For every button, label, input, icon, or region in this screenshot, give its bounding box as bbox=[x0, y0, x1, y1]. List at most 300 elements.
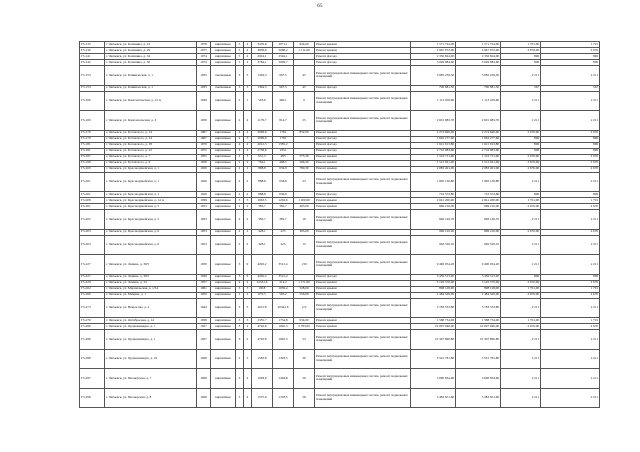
floors-cell: 5 bbox=[236, 42, 244, 48]
total-area-cell: 2335,7 bbox=[252, 318, 273, 324]
total-area-cell: 3784,1 bbox=[252, 60, 273, 66]
entrances-cell: 3 bbox=[244, 85, 252, 91]
rate-cell: 806 bbox=[501, 148, 541, 154]
cost-cell: 1 510 711,00 bbox=[411, 154, 456, 160]
living-area-cell: 907,5 bbox=[273, 66, 294, 86]
residents-cell: 58 bbox=[294, 388, 315, 408]
address-cell: г. Чапаевск, ул. Калинина, д. 23 bbox=[105, 42, 197, 48]
wall-material-cell: кирпичные bbox=[211, 154, 236, 160]
floors-cell: 2 bbox=[236, 210, 244, 230]
address-cell: г. Чапаевск, ул. Мичина, д. 1 bbox=[105, 292, 197, 298]
living-area-cell: 382,7 bbox=[273, 210, 294, 230]
living-area-cell: 1781 bbox=[273, 136, 294, 142]
rate-cell: 806 bbox=[501, 142, 541, 148]
rate-cell: 2 211 bbox=[501, 369, 541, 389]
building-id-cell: Г5-199 bbox=[80, 160, 105, 166]
floors-cell: 3 bbox=[236, 324, 244, 330]
cost-cell: 2 601 683,70 bbox=[411, 111, 456, 131]
wall-material-cell: кирпичные bbox=[211, 369, 236, 389]
entrances-cell: 3 bbox=[244, 136, 252, 142]
living-area-cell: 1585,2 bbox=[273, 142, 294, 148]
residents-cell: 16 bbox=[294, 210, 315, 230]
residents-cell: 1 171,00 bbox=[294, 280, 315, 286]
residents-cell: 53 bbox=[294, 330, 315, 350]
building-id-cell: Г5-269 bbox=[80, 292, 105, 298]
entrances-cell: 3 bbox=[244, 349, 252, 369]
wall-material-cell: кирпичные bbox=[211, 111, 236, 131]
table-row bbox=[80, 255, 600, 275]
residents-cell: 1 111,60 bbox=[294, 48, 315, 54]
rate-cell: 2 211 bbox=[501, 330, 541, 350]
living-area-cell: 636,9 bbox=[273, 166, 294, 172]
fund-cell: 3 049 984,60 bbox=[456, 60, 501, 66]
floors-cell: 2 bbox=[236, 229, 244, 235]
table-row bbox=[80, 66, 600, 86]
rate-limit-cell: 2 211 bbox=[541, 388, 600, 408]
living-area-cell: 3512,4 bbox=[273, 274, 294, 280]
rate-limit-cell: 806 bbox=[541, 192, 600, 198]
floors-cell: 2 bbox=[236, 160, 244, 166]
building-id-cell: Г5-229 bbox=[80, 280, 105, 286]
building-id-cell: Г5-201 bbox=[80, 192, 105, 198]
year-cell: 1953 bbox=[197, 210, 211, 230]
total-area-cell: 1628,6 bbox=[252, 369, 273, 389]
year-cell: 1936 bbox=[197, 111, 211, 131]
table-row bbox=[80, 235, 600, 255]
floors-cell: 2 bbox=[236, 192, 244, 198]
residents-cell: 25 bbox=[294, 111, 315, 131]
cost-cell: 10 397 890,80 bbox=[411, 330, 456, 350]
entrances-cell: 4 bbox=[244, 142, 252, 148]
work-type-cell: Ремонт крыши bbox=[315, 280, 411, 286]
rate-limit-cell: 2 211 bbox=[541, 369, 600, 389]
living-area-cell: 2544,1 bbox=[273, 54, 294, 60]
wall-material-cell: кирпичные bbox=[211, 192, 236, 198]
residents-cell: 852,00 bbox=[294, 130, 315, 136]
residents-cell: 45 bbox=[294, 85, 315, 91]
cost-cell: 3 600 834,60 bbox=[411, 369, 456, 389]
rate-limit-cell: 2 670 bbox=[541, 160, 600, 166]
fund-cell: 3 501 781,80 bbox=[456, 349, 501, 369]
wall-material-cell: кирпичные bbox=[211, 330, 236, 350]
address-cell: г. Чапаевск, ул. Красноармейская, д. 1 bbox=[105, 172, 197, 192]
total-area-cell: 428,1 bbox=[252, 229, 273, 235]
rate-cell: 806 bbox=[501, 192, 541, 198]
residents-cell: 36 bbox=[294, 349, 315, 369]
year-cell: 1929 bbox=[197, 172, 211, 192]
rate-cell: 2 211 bbox=[501, 255, 541, 275]
work-type-cell: Ремонт фасада bbox=[315, 148, 411, 154]
wall-material-cell: кирпичные bbox=[211, 388, 236, 408]
table-row bbox=[80, 349, 600, 369]
rate-cell: 1 701,00 bbox=[501, 286, 541, 292]
address-cell: г. Чапаевск, ул. Котовского, д. 9 bbox=[105, 160, 197, 166]
work-type-cell: Ремонт фасада bbox=[315, 60, 411, 66]
address-cell: г. Чапаевск, ул. Калинина, д. 34 bbox=[105, 54, 197, 60]
building-id-cell: Г5-203 bbox=[80, 229, 105, 235]
work-type-cell: Ремонт фасада bbox=[315, 274, 411, 280]
year-cell: 1927 bbox=[197, 324, 211, 330]
fund-cell: 3 126 570,00 bbox=[456, 280, 501, 286]
year-cell: 1967 bbox=[197, 130, 211, 136]
year-cell: 1949 bbox=[197, 91, 211, 111]
cost-cell: 1 484 520,00 bbox=[411, 292, 456, 298]
floors-cell: 2 bbox=[236, 111, 244, 131]
rate-limit-cell: 2 670 bbox=[541, 166, 600, 172]
wall-material-cell: кирпичные bbox=[211, 255, 236, 275]
rate-limit-cell: 2 211 bbox=[541, 66, 600, 86]
table-row bbox=[80, 210, 600, 230]
floors-cell: 2 bbox=[236, 154, 244, 160]
work-type-cell: Ремонт крыши bbox=[315, 204, 411, 210]
rate-limit-cell: 2 211 bbox=[541, 91, 600, 111]
cost-cell: 3 501 781,80 bbox=[411, 349, 456, 369]
table-body bbox=[80, 42, 600, 408]
entrances-cell: 4 bbox=[244, 130, 252, 136]
fund-cell: 2 083 401,00 bbox=[456, 166, 501, 172]
fund-cell: 846 149,70 bbox=[456, 210, 501, 230]
address-cell: г. Чапаевск, ул. Красноармейская, д. 5 bbox=[105, 210, 197, 230]
total-area-cell: 503,6 bbox=[252, 91, 273, 111]
work-type-cell: Ремонт внутридомовых инженерных систем, ремонт подвальных помещений bbox=[315, 255, 411, 275]
total-area-cell: 3859,6 bbox=[252, 48, 273, 54]
rate-limit-cell: 2 670 bbox=[541, 204, 600, 210]
entrances-cell: 2 bbox=[244, 324, 252, 330]
cost-cell: 3 459 513,20 bbox=[411, 274, 456, 280]
fund-cell: 1 571 724,00 bbox=[456, 42, 501, 48]
rate-limit-cell: 2 211 bbox=[541, 330, 600, 350]
building-id-cell: Г5-286 bbox=[80, 324, 105, 330]
living-area-cell: 1659,4 bbox=[273, 286, 294, 292]
work-type-cell: Ремонт крыши bbox=[315, 154, 411, 160]
fund-cell: 1 484 520,00 bbox=[456, 292, 501, 298]
building-id-cell: Г5-227 bbox=[80, 274, 105, 280]
floors-cell: 3 bbox=[236, 274, 244, 280]
total-area-cell: 1818 bbox=[252, 286, 273, 292]
wall-material-cell: кирпичные bbox=[211, 198, 236, 204]
total-area-cell: 4702,8 bbox=[252, 324, 273, 330]
rate-limit-cell: 2 211 bbox=[541, 349, 600, 369]
rate-limit-cell: 806 bbox=[541, 274, 600, 280]
work-type-cell: Ремонт крыши bbox=[315, 48, 411, 54]
floors-cell: 4 bbox=[236, 142, 244, 148]
table-row bbox=[80, 330, 600, 350]
address-cell: г. Чапаевск, ул. Клиническая, д. 1 bbox=[105, 66, 197, 86]
floors-cell: 4 bbox=[236, 148, 244, 154]
floors-cell: 2 bbox=[236, 166, 244, 172]
residents-cell: 1 200,00 bbox=[294, 198, 315, 204]
table-row bbox=[80, 388, 600, 408]
rate-cell: 2 211 bbox=[501, 91, 541, 111]
floors-cell: 5 bbox=[236, 48, 244, 54]
year-cell: 1958 bbox=[197, 318, 211, 324]
floors-cell: 3 bbox=[236, 198, 244, 204]
address-cell: г. Чапаевск, ул. Красноармейская, д. 14 А bbox=[105, 198, 197, 204]
entrances-cell: 4 bbox=[244, 48, 252, 54]
floors-cell: 3 bbox=[236, 388, 244, 408]
address-cell: г. Чапаевск, ул. Орджоникидзе, д. 1 bbox=[105, 330, 197, 350]
cost-cell: 969 210,00 bbox=[411, 229, 456, 235]
rate-cell: 2 670,00 bbox=[501, 160, 541, 166]
cost-cell: 3 085 239,50 bbox=[411, 66, 456, 86]
table-row bbox=[80, 172, 600, 192]
year-cell: 1959 bbox=[197, 292, 211, 298]
address-cell: г. Чапаевск, ул. Красноармейская, д. 5 bbox=[105, 204, 197, 210]
fund-cell: 3 600 834,60 bbox=[456, 369, 501, 389]
floors-cell: 3 bbox=[236, 369, 244, 389]
living-area-cell: 225 bbox=[273, 235, 294, 255]
cost-cell: 10 097 940,00 bbox=[411, 324, 456, 330]
cost-cell: 2 967 972,00 bbox=[411, 48, 456, 54]
living-area-cell: 1692,3 bbox=[273, 324, 294, 330]
total-area-cell: 2099,6 bbox=[252, 130, 273, 136]
rate-cell: 1 701,00 bbox=[501, 318, 541, 324]
wall-material-cell: кирпичные bbox=[211, 349, 236, 369]
residents-cell: 528,00 bbox=[294, 286, 315, 292]
living-area-cell: 636,9 bbox=[273, 192, 294, 198]
total-area-cell: 1394,5 bbox=[252, 85, 273, 91]
rate-limit-cell: 1 701 bbox=[541, 42, 600, 48]
floors-cell: 2 bbox=[236, 91, 244, 111]
fund-cell: 716 372,80 bbox=[456, 192, 501, 198]
table-row bbox=[80, 111, 600, 131]
wall-material-cell: кирпичные bbox=[211, 292, 236, 298]
year-cell: 1977 bbox=[197, 48, 211, 54]
living-area-cell: 1204,6 bbox=[273, 198, 294, 204]
living-area-cell: 1734,8 bbox=[273, 318, 294, 324]
work-type-cell: Ремонт внутридомовых инженерных систем, ремонт подвальных помещений bbox=[315, 235, 411, 255]
wall-material-cell: кирпичные bbox=[211, 235, 236, 255]
wall-material-cell: кирпичные bbox=[211, 286, 236, 292]
year-cell: 1953 bbox=[197, 204, 211, 210]
floors-cell: 3 bbox=[236, 318, 244, 324]
year-cell: 1928 bbox=[197, 388, 211, 408]
building-id-cell: Г5-179 bbox=[80, 130, 105, 136]
work-type-cell: Ремонт внутридомовых инженерных систем, ремонт подвальных помещений bbox=[315, 91, 411, 111]
entrances-cell: 2 bbox=[244, 229, 252, 235]
fund-cell: 1 113 459,60 bbox=[456, 91, 501, 111]
cost-cell: 946 529,10 bbox=[411, 235, 456, 255]
address-cell: г. Чапаевск, ул. Красноармейская, д. 1 bbox=[105, 192, 197, 198]
cost-cell: 1 692 277,60 bbox=[411, 136, 456, 142]
wall-material-cell: кирпичные bbox=[211, 130, 236, 136]
work-type-cell: Ремонт крыши bbox=[315, 318, 411, 324]
rate-cell: 2 670,00 bbox=[501, 154, 541, 160]
address-cell: г. Чапаевск, ул. Маршальская, д. 1/54 bbox=[105, 286, 197, 292]
rate-limit-cell: 806 bbox=[541, 54, 600, 60]
living-area-cell: 498,5 bbox=[273, 160, 294, 166]
rate-cell: 2 670,00 bbox=[501, 48, 541, 54]
cost-cell: 2 716 983,60 bbox=[411, 148, 456, 154]
residents-cell: 23 bbox=[294, 172, 315, 192]
year-cell: 1953 bbox=[197, 235, 211, 255]
address-cell: г. Чапаевск, ул. Котовского, д. 18 bbox=[105, 142, 197, 148]
address-cell: г. Чапаевск, ул. Ленина, д. 30/5 bbox=[105, 255, 197, 275]
address-cell: г. Чапаевск, ул. Ленина, д. 34 bbox=[105, 280, 197, 286]
residents-cell: 12 bbox=[294, 235, 315, 255]
floors-cell: 3 bbox=[236, 330, 244, 350]
entrances-cell: 4 bbox=[244, 60, 252, 66]
building-id-cell: Г5-208 bbox=[80, 198, 105, 204]
total-area-cell: 2253,16 bbox=[252, 280, 273, 286]
total-area-cell: 1575,6 bbox=[252, 388, 273, 408]
fund-cell: 2 274 840,00 bbox=[456, 130, 501, 136]
living-area-cell: 2609,7 bbox=[273, 60, 294, 66]
total-area-cell: 888,8 bbox=[252, 166, 273, 172]
fund-cell: 1 510 711,00 bbox=[456, 154, 501, 160]
year-cell: 1967 bbox=[197, 136, 211, 142]
floors-cell: 2 bbox=[236, 172, 244, 192]
rate-limit-cell: 2 670 bbox=[541, 154, 600, 160]
residents-cell: 556,00 bbox=[294, 292, 315, 298]
fund-cell: 5 783 533,80 bbox=[456, 298, 501, 318]
work-type-cell: Ремонт фасада bbox=[315, 192, 411, 198]
total-area-cell: 1394,5 bbox=[252, 66, 273, 86]
building-id-cell: Г5-136 bbox=[80, 48, 105, 54]
rate-cell: 2 211 bbox=[501, 66, 541, 86]
year-cell: 1927 bbox=[197, 330, 211, 350]
cost-cell: 790 681,50 bbox=[411, 85, 456, 91]
rate-cell: 2 670,00 bbox=[501, 166, 541, 172]
year-cell: 1955 bbox=[197, 154, 211, 160]
total-area-cell: 4292,2 bbox=[252, 255, 273, 275]
rate-cell: 1 701,00 bbox=[501, 198, 541, 204]
floors-cell: 5 bbox=[236, 54, 244, 60]
residents-cell: 59 bbox=[294, 369, 315, 389]
living-area-cell: 505,2 bbox=[273, 292, 294, 298]
building-id-cell: Г5-181 bbox=[80, 142, 105, 148]
fund-cell: 2 967 972,00 bbox=[456, 48, 501, 54]
work-type-cell: Ремонт внутридомовых инженерных систем, ремонт подвальных помещений bbox=[315, 349, 411, 369]
wall-material-cell: кирпичные bbox=[211, 136, 236, 142]
living-area-cell: 225 bbox=[273, 229, 294, 235]
cost-cell: 3 049 984,60 bbox=[411, 60, 456, 66]
cost-cell: 1 965 136,80 bbox=[411, 172, 456, 192]
rate-limit-cell: 567 bbox=[541, 85, 600, 91]
table-row bbox=[80, 91, 600, 111]
rate-limit-cell: 2 211 bbox=[541, 255, 600, 275]
total-area-cell: 764,1 bbox=[252, 160, 273, 166]
fund-cell: 2 356 824,00 bbox=[456, 54, 501, 60]
fund-cell: 1 512 021,00 bbox=[456, 160, 501, 166]
address-cell: г. Чапаевск, ул. Орджоникидзе, д. 10 bbox=[105, 349, 197, 369]
residents-cell: 924,00 bbox=[294, 42, 315, 48]
rate-limit-cell: 2 670 bbox=[541, 324, 600, 330]
wall-material-cell: смешанные bbox=[211, 85, 236, 91]
wall-material-cell: кирпичные bbox=[211, 48, 236, 54]
rate-cell: 2 670,00 bbox=[501, 280, 541, 286]
entrances-cell: 9 bbox=[244, 255, 252, 275]
building-id-cell: Г5-286 bbox=[80, 330, 105, 350]
rate-cell: 2 211 bbox=[501, 349, 541, 369]
work-type-cell: Ремонт фасада bbox=[315, 142, 411, 148]
living-area-cell: 382,7 bbox=[273, 204, 294, 210]
total-area-cell: 2099,6 bbox=[252, 136, 273, 142]
rate-limit-cell: 2 670 bbox=[541, 48, 600, 54]
residents-cell: 115 bbox=[294, 298, 315, 318]
wall-material-cell: кирпичные bbox=[211, 318, 236, 324]
fund-cell: 1 621 913,80 bbox=[456, 142, 501, 148]
work-type-cell: Ремонт крыши bbox=[315, 198, 411, 204]
rate-limit-cell: 1 701 bbox=[541, 318, 600, 324]
work-type-cell: Ремонт крыши bbox=[315, 292, 411, 298]
building-id-cell: Г5-187 bbox=[80, 154, 105, 160]
fund-cell: 10 097 940,00 bbox=[456, 324, 501, 330]
living-area-cell: 2034,16 bbox=[273, 298, 294, 318]
address-cell: г. Чапаевск, ул. Котовского, д. 14 bbox=[105, 130, 197, 136]
address-cell: г. Чапаевск, ул. Красноармейская, д. 1 bbox=[105, 166, 197, 172]
cost-cell: 2 274 840,00 bbox=[411, 130, 456, 136]
fund-cell: 3 085 239,50 bbox=[456, 66, 501, 86]
total-area-cell: 2924,1 bbox=[252, 54, 273, 60]
wall-material-cell: кирпичные bbox=[211, 166, 236, 172]
address-cell: г. Чапаевск, ул. Клиническая, д. 1 bbox=[105, 85, 197, 91]
entrances-cell: 3 bbox=[244, 66, 252, 86]
wall-material-cell: кирпичные bbox=[211, 91, 236, 111]
cost-cell: 1 588 734,00 bbox=[411, 318, 456, 324]
entrances-cell: 4 bbox=[244, 280, 252, 286]
building-id-cell: Г5-298 bbox=[80, 388, 105, 408]
building-id-cell: Г5-279 bbox=[80, 318, 105, 324]
fund-cell: 9 490 054,20 bbox=[456, 255, 501, 275]
year-cell: 1942 bbox=[197, 298, 211, 318]
building-id-cell: Г5-201 bbox=[80, 204, 105, 210]
year-cell: 1928 bbox=[197, 369, 211, 389]
entrances-cell: 3 bbox=[244, 318, 252, 324]
rate-cell: 1 701,00 bbox=[501, 42, 541, 48]
cost-cell: 2 356 824,00 bbox=[411, 54, 456, 60]
page-number: 65 bbox=[317, 4, 323, 9]
year-cell: 1972 bbox=[197, 148, 211, 154]
building-id-cell: Г5-200 bbox=[80, 166, 105, 172]
rate-limit-cell: 2 670 bbox=[541, 292, 600, 298]
rate-limit-cell: 2 670 bbox=[541, 229, 600, 235]
fund-cell: 898 128,00 bbox=[456, 286, 501, 292]
fund-cell: 1 692 277,60 bbox=[456, 136, 501, 142]
residents-cell: 934,00 bbox=[294, 318, 315, 324]
building-id-cell: Г5-288 bbox=[80, 349, 105, 369]
building-id-cell: Г5-297 bbox=[80, 369, 105, 389]
rate-cell: 2 670,00 bbox=[501, 204, 541, 210]
address-cell: г. Чапаевск, ул. Пионерская, д. 8 bbox=[105, 388, 197, 408]
living-area-cell: 3512,4 bbox=[273, 255, 294, 275]
floors-cell: 4 bbox=[236, 136, 244, 142]
total-area-cell: 383,7 bbox=[252, 204, 273, 210]
work-type-cell: Ремонт внутридомовых инженерных систем, ремонт подвальных помещений bbox=[315, 111, 411, 131]
work-type-cell: Ремонт крыши bbox=[315, 130, 411, 136]
address-cell: г. Чапаевск, ул. Ленина, д. 30/5 bbox=[105, 274, 197, 280]
address-cell: г. Чапаевск, ул. Котовского, д. 7 bbox=[105, 154, 197, 160]
rate-cell: 2 670,00 bbox=[501, 229, 541, 235]
total-area-cell: 428,1 bbox=[252, 235, 273, 255]
living-area-cell: 1692,3 bbox=[273, 330, 294, 350]
cost-cell: 2 041 200,00 bbox=[411, 198, 456, 204]
total-area-cell: 2758,6 bbox=[252, 148, 273, 154]
year-cell: 1930 bbox=[197, 255, 211, 275]
rate-cell: 2 211 bbox=[501, 210, 541, 230]
rate-limit-cell: 1 701 bbox=[541, 198, 600, 204]
residents-cell: 363,00 bbox=[294, 229, 315, 235]
living-area-cell: 2351 bbox=[273, 148, 294, 154]
wall-material-cell: кирпичные bbox=[211, 142, 236, 148]
fund-cell: 2 041 200,00 bbox=[456, 198, 501, 204]
fund-cell: 2 601 683,70 bbox=[456, 111, 501, 131]
residents-cell: 575,30 bbox=[294, 154, 315, 160]
building-id-cell: Г5-179 bbox=[80, 136, 105, 142]
year-cell: 1974 bbox=[197, 60, 211, 66]
floors-cell: 5 bbox=[236, 60, 244, 66]
building-id-cell: Г5-141 bbox=[80, 54, 105, 60]
